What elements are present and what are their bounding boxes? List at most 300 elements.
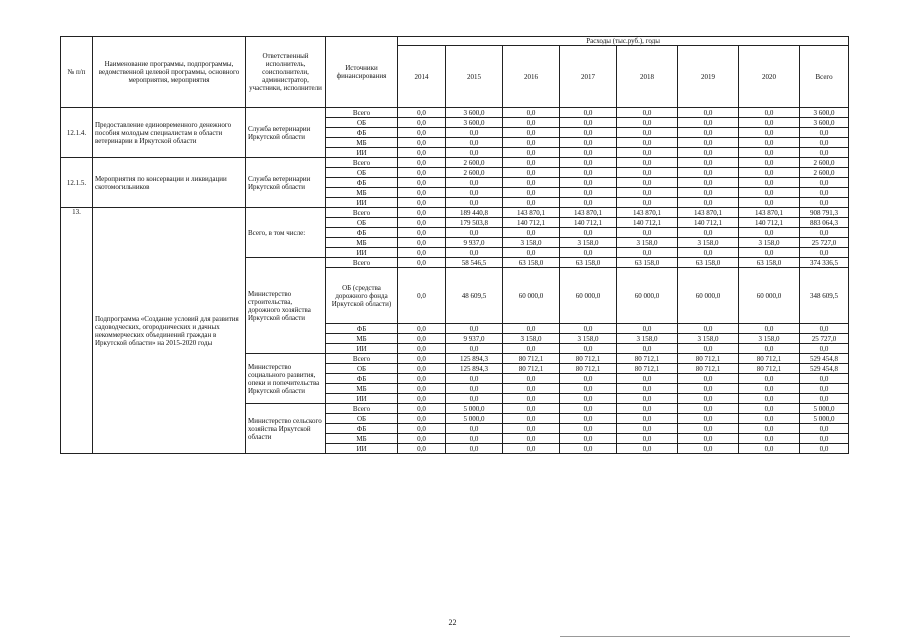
amount-cell: 0,0 [503, 168, 560, 178]
amount-cell: 58 546,5 [446, 258, 503, 268]
amount-cell: 63 158,0 [560, 258, 617, 268]
amount-cell: 80 712,1 [617, 354, 678, 364]
amount-cell: 0,0 [678, 138, 739, 148]
amount-cell: 140 712,1 [739, 218, 800, 228]
funding-source: ИИ [326, 148, 398, 158]
amount-cell: 60 000,0 [739, 268, 800, 324]
total-cell: 5 000,0 [800, 414, 849, 424]
total-cell: 0,0 [800, 424, 849, 434]
amount-cell: 0,0 [739, 374, 800, 384]
amount-cell: 0,0 [739, 188, 800, 198]
amount-cell: 0,0 [617, 424, 678, 434]
amount-cell: 140 712,1 [678, 218, 739, 228]
table-row [61, 208, 849, 218]
amount-cell: 0,0 [560, 228, 617, 238]
amount-cell: 0,0 [503, 198, 560, 208]
amount-cell: 0,0 [617, 158, 678, 168]
amount-cell: 143 870,1 [617, 208, 678, 218]
amount-cell: 0,0 [678, 434, 739, 444]
funding-source: Всего [326, 158, 398, 168]
amount-cell: 0,0 [617, 188, 678, 198]
amount-cell: 0,0 [398, 108, 446, 118]
amount-cell: 3 158,0 [739, 334, 800, 344]
amount-cell: 0,0 [678, 118, 739, 128]
amount-cell: 0,0 [678, 344, 739, 354]
funding-source: ОБ [326, 414, 398, 424]
total-cell: 0,0 [800, 128, 849, 138]
amount-cell: 0,0 [739, 394, 800, 404]
amount-cell: 3 158,0 [560, 238, 617, 248]
amount-cell: 0,0 [503, 128, 560, 138]
amount-cell: 0,0 [398, 128, 446, 138]
amount-cell: 0,0 [739, 414, 800, 424]
table-row [61, 108, 849, 118]
amount-cell: 0,0 [503, 394, 560, 404]
amount-cell: 0,0 [739, 138, 800, 148]
amount-cell: 3 158,0 [503, 238, 560, 248]
amount-cell: 0,0 [398, 344, 446, 354]
amount-cell: 0,0 [398, 148, 446, 158]
funding-source: ОБ [326, 364, 398, 374]
amount-cell: 125 894,3 [446, 364, 503, 374]
amount-cell: 3 158,0 [617, 238, 678, 248]
amount-cell: 63 158,0 [739, 258, 800, 268]
funding-source: ИИ [326, 248, 398, 258]
amount-cell: 3 158,0 [617, 334, 678, 344]
amount-cell: 140 712,1 [503, 218, 560, 228]
amount-cell: 0,0 [398, 374, 446, 384]
header-responsible: Ответственный исполнитель, соисполнители, администратор, участники, исполнители [246, 37, 326, 108]
amount-cell: 2 600,0 [446, 158, 503, 168]
page-number: 22 [448, 618, 457, 627]
amount-cell: 0,0 [560, 394, 617, 404]
amount-cell: 143 870,1 [560, 208, 617, 218]
amount-cell: 0,0 [560, 158, 617, 168]
amount-cell: 0,0 [560, 404, 617, 414]
funding-source: ОБ (средства дорожного фонда Иркутской области) [326, 268, 398, 324]
total-cell: 0,0 [800, 228, 849, 238]
amount-cell: 0,0 [560, 138, 617, 148]
amount-cell: 0,0 [398, 324, 446, 334]
amount-cell: 60 000,0 [560, 268, 617, 324]
table-header [61, 37, 849, 108]
amount-cell: 0,0 [398, 248, 446, 258]
amount-cell: 0,0 [503, 434, 560, 444]
amount-cell: 0,0 [398, 168, 446, 178]
amount-cell: 0,0 [678, 228, 739, 238]
budget-table-sheet [60, 36, 848, 454]
amount-cell: 80 712,1 [678, 354, 739, 364]
amount-cell: 0,0 [560, 434, 617, 444]
amount-cell: 0,0 [398, 384, 446, 394]
header-year: 2018 [617, 46, 678, 108]
amount-cell: 0,0 [398, 404, 446, 414]
item-name: Предоставление единовременного денежного пособия молодым специалистам в области ветеринарии в Иркутской области [93, 108, 246, 158]
header-program-name: Наименование программы, подпрограммы, ведомственной целевой программы, основного мероприятия, мероприятия [93, 37, 246, 108]
amount-cell: 0,0 [446, 188, 503, 198]
table-body [61, 108, 849, 454]
amount-cell: 0,0 [617, 248, 678, 258]
total-cell: 0,0 [800, 434, 849, 444]
amount-cell: 80 712,1 [678, 364, 739, 374]
amount-cell: 143 870,1 [739, 208, 800, 218]
total-cell: 0,0 [800, 138, 849, 148]
responsible-executor: Служба ветеринарии Иркутской области [246, 108, 326, 158]
amount-cell: 0,0 [739, 228, 800, 238]
amount-cell: 0,0 [678, 324, 739, 334]
item-name: Мероприятия по консервации и ликвидации скотомогильников [93, 158, 246, 208]
amount-cell: 0,0 [503, 108, 560, 118]
funding-source: ОБ [326, 218, 398, 228]
amount-cell: 0,0 [617, 118, 678, 128]
amount-cell: 0,0 [446, 228, 503, 238]
amount-cell: 0,0 [398, 258, 446, 268]
budget-table [60, 36, 849, 454]
header-year: 2016 [503, 46, 560, 108]
funding-source: ФБ [326, 228, 398, 238]
amount-cell: 0,0 [398, 268, 446, 324]
amount-cell: 0,0 [739, 324, 800, 334]
total-cell: 0,0 [800, 384, 849, 394]
header-year: 2019 [678, 46, 739, 108]
funding-source: ОБ [326, 168, 398, 178]
amount-cell: 0,0 [446, 248, 503, 258]
amount-cell: 0,0 [398, 444, 446, 454]
amount-cell: 5 000,0 [446, 404, 503, 414]
amount-cell: 0,0 [503, 374, 560, 384]
amount-cell: 0,0 [503, 424, 560, 434]
amount-cell: 3 158,0 [678, 238, 739, 248]
funding-source: Всего [326, 258, 398, 268]
amount-cell: 0,0 [560, 384, 617, 394]
total-cell: 529 454,8 [800, 364, 849, 374]
amount-cell: 0,0 [398, 208, 446, 218]
amount-cell: 0,0 [503, 384, 560, 394]
amount-cell: 0,0 [398, 138, 446, 148]
funding-source: ИИ [326, 394, 398, 404]
amount-cell: 3 158,0 [503, 334, 560, 344]
bottom-rule [560, 636, 850, 637]
amount-cell: 0,0 [678, 414, 739, 424]
amount-cell: 0,0 [678, 394, 739, 404]
amount-cell: 0,0 [678, 248, 739, 258]
responsible-executor: Всего, в том числе: [246, 208, 326, 258]
responsible-executor: Министерство строительства, дорожного хозяйства Иркутской области [246, 258, 326, 354]
amount-cell: 0,0 [617, 394, 678, 404]
amount-cell: 0,0 [739, 108, 800, 118]
amount-cell: 0,0 [617, 148, 678, 158]
amount-cell: 0,0 [560, 374, 617, 384]
amount-cell: 60 000,0 [678, 268, 739, 324]
amount-cell: 0,0 [503, 414, 560, 424]
item-number: 12.1.5. [61, 158, 93, 208]
amount-cell: 0,0 [398, 424, 446, 434]
amount-cell: 80 712,1 [739, 354, 800, 364]
funding-source: ИИ [326, 344, 398, 354]
amount-cell: 143 870,1 [503, 208, 560, 218]
amount-cell: 0,0 [678, 404, 739, 414]
amount-cell: 3 600,0 [446, 118, 503, 128]
total-cell: 908 791,3 [800, 208, 849, 218]
amount-cell: 0,0 [678, 178, 739, 188]
amount-cell: 80 712,1 [560, 354, 617, 364]
total-cell: 25 727,0 [800, 238, 849, 248]
amount-cell: 0,0 [678, 188, 739, 198]
amount-cell: 0,0 [503, 158, 560, 168]
funding-source: ФБ [326, 128, 398, 138]
amount-cell: 0,0 [739, 404, 800, 414]
amount-cell: 0,0 [678, 444, 739, 454]
amount-cell: 0,0 [678, 374, 739, 384]
amount-cell: 0,0 [398, 238, 446, 248]
amount-cell: 9 937,0 [446, 238, 503, 248]
amount-cell: 0,0 [446, 324, 503, 334]
amount-cell: 0,0 [503, 188, 560, 198]
amount-cell: 0,0 [560, 248, 617, 258]
amount-cell: 0,0 [617, 128, 678, 138]
amount-cell: 0,0 [617, 434, 678, 444]
amount-cell: 0,0 [560, 414, 617, 424]
amount-cell: 0,0 [560, 324, 617, 334]
amount-cell: 0,0 [560, 118, 617, 128]
funding-source: ИИ [326, 198, 398, 208]
item-number: 12.1.4. [61, 108, 93, 158]
amount-cell: 0,0 [446, 138, 503, 148]
amount-cell: 0,0 [446, 178, 503, 188]
amount-cell: 9 937,0 [446, 334, 503, 344]
amount-cell: 0,0 [678, 424, 739, 434]
funding-source: Всего [326, 108, 398, 118]
amount-cell: 0,0 [446, 424, 503, 434]
total-cell: 0,0 [800, 178, 849, 188]
header-funding-source: Источники финансирования [326, 37, 398, 108]
amount-cell: 80 712,1 [503, 354, 560, 364]
amount-cell: 0,0 [560, 188, 617, 198]
amount-cell: 0,0 [617, 404, 678, 414]
header-number: № п/п [61, 37, 93, 108]
amount-cell: 3 158,0 [739, 238, 800, 248]
amount-cell: 60 000,0 [503, 268, 560, 324]
item-number: 13. [61, 208, 93, 454]
amount-cell: 0,0 [678, 128, 739, 138]
total-cell: 3 600,0 [800, 108, 849, 118]
amount-cell: 0,0 [617, 198, 678, 208]
amount-cell: 0,0 [739, 128, 800, 138]
amount-cell: 0,0 [446, 384, 503, 394]
total-cell: 0,0 [800, 248, 849, 258]
funding-source: ОБ [326, 118, 398, 128]
amount-cell: 0,0 [398, 414, 446, 424]
header-year: 2020 [739, 46, 800, 108]
amount-cell: 0,0 [560, 344, 617, 354]
total-cell: 2 600,0 [800, 168, 849, 178]
funding-source: ФБ [326, 424, 398, 434]
amount-cell: 0,0 [678, 168, 739, 178]
amount-cell: 0,0 [398, 334, 446, 344]
amount-cell: 0,0 [739, 384, 800, 394]
amount-cell: 0,0 [678, 108, 739, 118]
amount-cell: 80 712,1 [503, 364, 560, 374]
amount-cell: 0,0 [739, 118, 800, 128]
amount-cell: 0,0 [560, 108, 617, 118]
amount-cell: 0,0 [739, 424, 800, 434]
amount-cell: 0,0 [398, 198, 446, 208]
amount-cell: 0,0 [739, 434, 800, 444]
amount-cell: 0,0 [446, 198, 503, 208]
amount-cell: 0,0 [739, 148, 800, 158]
responsible-executor: Министерство социального развития, опеки и попечительства Иркутской области [246, 354, 326, 404]
funding-source: МБ [326, 188, 398, 198]
total-cell: 0,0 [800, 324, 849, 334]
amount-cell: 63 158,0 [617, 258, 678, 268]
amount-cell: 0,0 [503, 324, 560, 334]
amount-cell: 0,0 [503, 248, 560, 258]
amount-cell: 0,0 [739, 344, 800, 354]
amount-cell: 63 158,0 [678, 258, 739, 268]
amount-cell: 0,0 [446, 128, 503, 138]
total-cell: 5 000,0 [800, 404, 849, 414]
amount-cell: 80 712,1 [739, 364, 800, 374]
funding-source: МБ [326, 238, 398, 248]
amount-cell: 0,0 [678, 384, 739, 394]
table-row [61, 158, 849, 168]
amount-cell: 0,0 [446, 344, 503, 354]
amount-cell: 0,0 [617, 384, 678, 394]
amount-cell: 0,0 [617, 374, 678, 384]
amount-cell: 143 870,1 [678, 208, 739, 218]
funding-source: МБ [326, 434, 398, 444]
amount-cell: 0,0 [503, 148, 560, 158]
total-cell: 883 064,3 [800, 218, 849, 228]
total-cell: 0,0 [800, 444, 849, 454]
total-cell: 374 336,5 [800, 258, 849, 268]
amount-cell: 0,0 [503, 344, 560, 354]
amount-cell: 0,0 [560, 148, 617, 158]
total-cell: 348 609,5 [800, 268, 849, 324]
amount-cell: 179 503,8 [446, 218, 503, 228]
total-cell: 0,0 [800, 148, 849, 158]
funding-source: МБ [326, 138, 398, 148]
amount-cell: 0,0 [560, 198, 617, 208]
amount-cell: 63 158,0 [503, 258, 560, 268]
total-cell: 3 600,0 [800, 118, 849, 128]
header-total: Всего [800, 46, 849, 108]
amount-cell: 5 000,0 [446, 414, 503, 424]
amount-cell: 0,0 [446, 148, 503, 158]
amount-cell: 0,0 [503, 178, 560, 188]
amount-cell: 0,0 [617, 324, 678, 334]
funding-source: ФБ [326, 178, 398, 188]
amount-cell: 0,0 [617, 344, 678, 354]
amount-cell: 0,0 [678, 158, 739, 168]
responsible-executor: Служба ветеринарии Иркутской области [246, 158, 326, 208]
funding-source: МБ [326, 384, 398, 394]
total-cell: 25 727,0 [800, 334, 849, 344]
amount-cell: 0,0 [739, 444, 800, 454]
amount-cell: 48 609,5 [446, 268, 503, 324]
funding-source: Всего [326, 354, 398, 364]
amount-cell: 0,0 [617, 108, 678, 118]
total-cell: 0,0 [800, 198, 849, 208]
amount-cell: 0,0 [739, 198, 800, 208]
amount-cell: 0,0 [739, 248, 800, 258]
amount-cell: 3 600,0 [446, 108, 503, 118]
responsible-executor: Министерство сельского хозяйства Иркутской области [246, 404, 326, 454]
amount-cell: 0,0 [503, 118, 560, 128]
amount-cell: 0,0 [617, 444, 678, 454]
funding-source: ФБ [326, 374, 398, 384]
amount-cell: 0,0 [446, 444, 503, 454]
amount-cell: 140 712,1 [560, 218, 617, 228]
funding-source: ИИ [326, 444, 398, 454]
amount-cell: 0,0 [398, 394, 446, 404]
amount-cell: 0,0 [398, 188, 446, 198]
amount-cell: 0,0 [617, 138, 678, 148]
amount-cell: 0,0 [446, 374, 503, 384]
amount-cell: 0,0 [503, 138, 560, 148]
amount-cell: 0,0 [739, 178, 800, 188]
amount-cell: 0,0 [560, 168, 617, 178]
amount-cell: 0,0 [678, 148, 739, 158]
amount-cell: 0,0 [503, 228, 560, 238]
item-name: Подпрограмма «Создание условий для развития садоводческих, огороднических и дачных некоммерческих объединений граждан в Иркутской области» на 2015-2020 годы [93, 208, 246, 454]
amount-cell: 3 158,0 [678, 334, 739, 344]
total-cell: 0,0 [800, 344, 849, 354]
amount-cell: 0,0 [398, 364, 446, 374]
header-expenses: Расходы (тыс.руб.), годы [398, 37, 849, 46]
amount-cell: 189 440,8 [446, 208, 503, 218]
amount-cell: 0,0 [739, 158, 800, 168]
amount-cell: 125 894,3 [446, 354, 503, 364]
amount-cell: 0,0 [398, 158, 446, 168]
funding-source: Всего [326, 404, 398, 414]
header-year: 2014 [398, 46, 446, 108]
amount-cell: 80 712,1 [560, 364, 617, 374]
total-cell: 529 454,8 [800, 354, 849, 364]
amount-cell: 0,0 [617, 168, 678, 178]
header-year: 2017 [560, 46, 617, 108]
amount-cell: 0,0 [446, 394, 503, 404]
funding-source: Всего [326, 208, 398, 218]
amount-cell: 0,0 [398, 354, 446, 364]
amount-cell: 80 712,1 [617, 364, 678, 374]
amount-cell: 0,0 [617, 228, 678, 238]
funding-source: ФБ [326, 324, 398, 334]
amount-cell: 0,0 [503, 404, 560, 414]
amount-cell: 0,0 [739, 168, 800, 178]
amount-cell: 140 712,1 [617, 218, 678, 228]
amount-cell: 3 158,0 [560, 334, 617, 344]
total-cell: 0,0 [800, 374, 849, 384]
amount-cell: 60 000,0 [617, 268, 678, 324]
amount-cell: 0,0 [398, 218, 446, 228]
amount-cell: 0,0 [617, 178, 678, 188]
total-cell: 2 600,0 [800, 158, 849, 168]
amount-cell: 0,0 [446, 434, 503, 444]
amount-cell: 0,0 [678, 198, 739, 208]
amount-cell: 0,0 [560, 424, 617, 434]
amount-cell: 0,0 [560, 128, 617, 138]
amount-cell: 0,0 [398, 228, 446, 238]
header-year: 2015 [446, 46, 503, 108]
amount-cell: 0,0 [398, 178, 446, 188]
amount-cell: 2 600,0 [446, 168, 503, 178]
amount-cell: 0,0 [560, 178, 617, 188]
funding-source: МБ [326, 334, 398, 344]
total-cell: 0,0 [800, 394, 849, 404]
amount-cell: 0,0 [617, 414, 678, 424]
amount-cell: 0,0 [398, 434, 446, 444]
